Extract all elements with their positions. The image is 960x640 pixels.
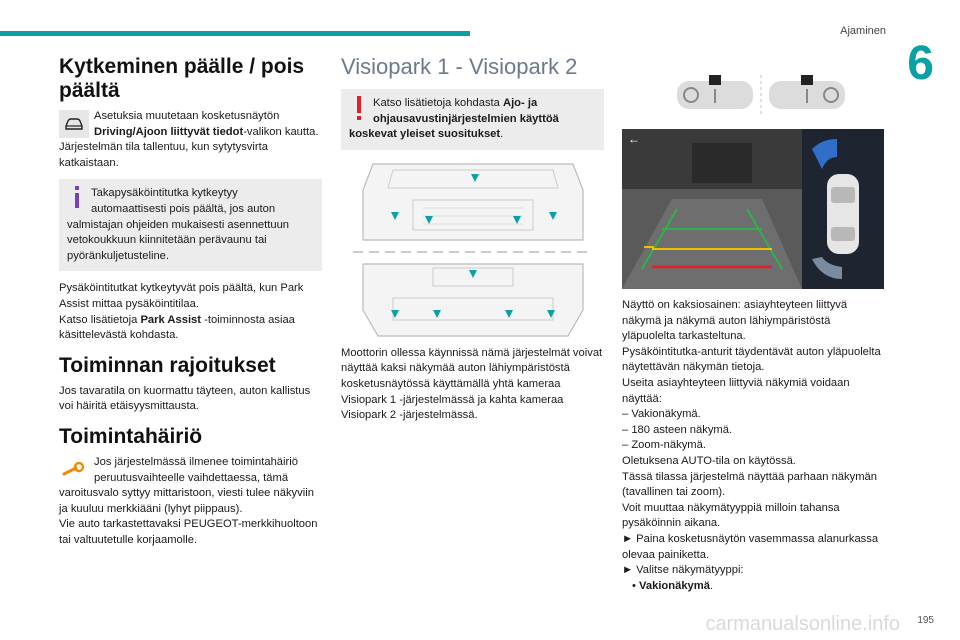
column-middle	[341, 55, 604, 424]
chapter-title: Ajaminen	[840, 25, 886, 37]
column-right	[622, 55, 885, 594]
heading-switch: Kytkeminen päälle / pois päältä	[59, 55, 305, 102]
info-box-towbar: Takapysäköintitutka kytkeytyy automaattisesti pois päältä, jos auton valmistajan ohjeiden mukaisesti asennettuun vetokoukkuun kiinnitetään perävaunu tai pyöränkuljetusteline.	[59, 179, 322, 271]
watermark: carmanualsonline.info	[705, 613, 900, 635]
svg-text:←: ←	[628, 132, 640, 146]
chapter-color-bar	[0, 31, 470, 36]
settings-paragraph: Asetuksia muutetaan kosketusnäytön Driving/Ajoon liittyvät tiedot-valikon kautta.	[59, 109, 322, 140]
paragraph-visiopark: Moottorin ollessa käynnissä nämä järjestelmät voivat näyttää kaksi näkymää auton lähiympäristöstä kosketusnäytössä käyttämällä yhtä kameraa Visiopark 1 -järjestelmässä ja kahta kameraa Visiopark 2 -järjestelmässä.	[341, 346, 603, 422]
warning-exclamation-icon	[349, 96, 369, 124]
page-number: 195	[917, 615, 934, 626]
bullet-standard-view: • Vakionäkymä.	[632, 579, 714, 592]
wrench-warning-icon	[59, 456, 89, 484]
car-settings-icon	[59, 110, 89, 138]
paragraph-see-park-assist: Katso lisätietoja Park Assist -toiminnosta asiaa käsittelevästä kohdasta.	[59, 313, 295, 342]
paragraph-service: Vie auto tarkastettavaksi PEUGEOT-merkkihuoltoon tai valtuutetulle korjaamolle.	[59, 518, 318, 546]
car-camera-illustration	[353, 160, 593, 338]
warning-box: Katso lisätietoja kohdasta Ajo- ja ohjausavustinjärjestelmien käyttöä koskevat yleiset suositukset.	[341, 89, 604, 150]
paragraph-park-assist: Pysäköintitutkat kytkeytyvät pois päältä, kun Park Assist mittaa pysäköintitilaa.	[59, 282, 304, 310]
fault-paragraph: Jos järjestelmässä ilmenee toimintahäiriö peruutusvaihteelle vaihdettaessa, tämä varoitusvalo syttyy mittaristoon, viesti tulee näkyviin ja kuuluu merkkiääni (lyhyt piippaus).	[59, 455, 314, 515]
heading-visiopark: Visiopark 1 - Visiopark 2	[341, 54, 578, 79]
chapter-number: 6	[907, 37, 934, 90]
column-left	[59, 55, 322, 548]
paragraph-limits: Jos tavaratila on kuormattu täyteen, auton kallistus voi häiritä etäisyysmittausta.	[59, 384, 311, 413]
info-icon	[67, 186, 87, 210]
right-column-text: Näyttö on kaksiosainen: asiayhteyteen liittyvä näkymä ja näkymä auton lähiympäristöstä yläpuolelta tarkasteltuna. Pysäköintitutka-anturit täydentävät auton yläpuolelta näytettävän näkymän tietoja. Useita asiayhteyteen liittyviä näkymiä voidaan näyttää: – Vakionäkymä. – 180 asteen näkymä. – Zoom-näkymä. Oletuksena AUTO-tila on käytössä. Tässä tilassa järjestelmä näyttää parhaan näkymän (tavallinen tai zoom). Voit muuttaa näkymätyyppiä milloin tahansa pysäköinnin aikana. ► Paina kosketusnäytön vasemmassa alanurkassa olevaa painiketta. ► Valitse näkymätyyppi: • Vakionäkymä.	[622, 298, 885, 594]
heading-limits: Toiminnan rajoitukset	[59, 353, 276, 377]
heading-fault: Toimintahäiriö	[59, 424, 203, 448]
paragraph-state-saved: Järjestelmän tila tallentuu, kun sytytysvirta katkaistaan.	[59, 141, 268, 169]
camera-view-icons	[677, 75, 847, 115]
camera-display-screen	[622, 129, 884, 289]
